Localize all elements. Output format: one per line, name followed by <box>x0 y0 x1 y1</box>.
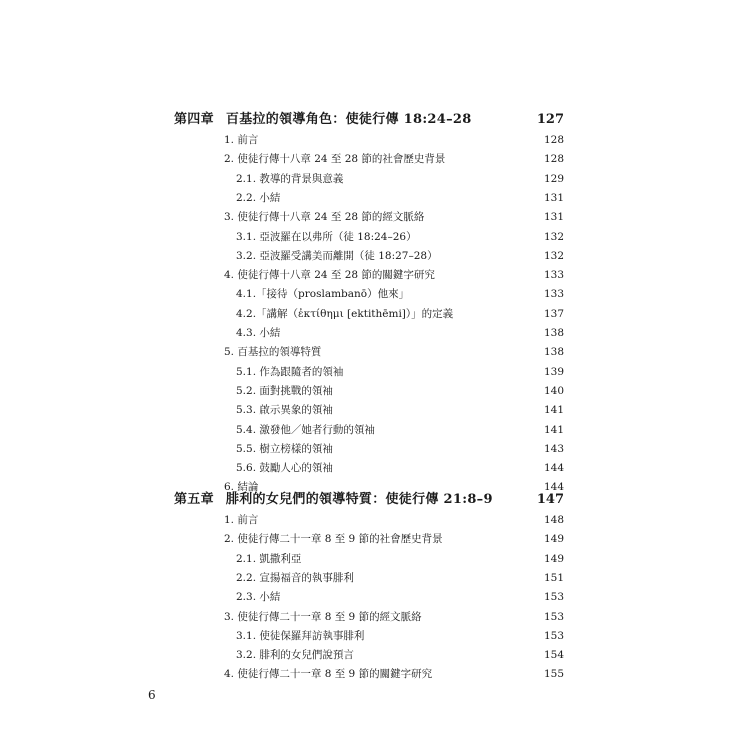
toc-entry-title: 2.1. 凱撒利亞 <box>236 552 302 565</box>
toc-entry-title: 3.1. 亞波羅在以弗所（徒 18:24–26） <box>236 230 417 243</box>
toc-entry-title: 4.1.「接待（proslambanō）他來」 <box>236 288 410 301</box>
toc-entry[interactable] <box>0 169 750 189</box>
toc-entry[interactable] <box>0 265 750 285</box>
toc-entry-title: 5. 百基拉的領導特質 <box>224 346 322 359</box>
toc-entry[interactable] <box>0 607 750 627</box>
toc-entry-page: 132 <box>543 230 564 243</box>
chapter-title <box>174 490 493 510</box>
toc-entry-title: 2. 使徒行傳十八章 24 至 28 節的社會歷史背景 <box>224 153 446 166</box>
toc-entry[interactable] <box>0 227 750 247</box>
toc-entry-title: 2.1. 教導的背景與意義 <box>236 172 344 185</box>
toc-entry-title: 4.3. 小結 <box>236 327 281 339</box>
toc-entry-page: 141 <box>543 423 564 436</box>
toc-entry-title: 3. 使徒行傳二十一章 8 至 9 節的經文脈絡 <box>224 610 422 623</box>
toc-entry-title: 1. 前言 <box>224 134 259 146</box>
toc-entry-title: 3.2. 腓利的女兒們說預言 <box>236 649 354 662</box>
toc-entry-title: 6. 結論 <box>224 481 259 494</box>
toc-entry-page: 144 <box>543 481 564 494</box>
chapter-page: 147 <box>536 492 564 507</box>
toc-entry-title: 5.4. 激發他／她者行動的領袖 <box>236 423 375 436</box>
toc-entry-title: 4. 使徒行傳十八章 24 至 28 節的關鍵字研究 <box>224 269 435 282</box>
chapter-page: 127 <box>536 112 564 127</box>
toc-entry-title: 3. 使徒行傳十八章 24 至 28 節的經文脈絡 <box>224 211 425 224</box>
toc-entry[interactable] <box>0 626 750 646</box>
toc-entry-title: 1. 前言 <box>224 514 259 526</box>
toc-entry[interactable] <box>0 587 750 607</box>
toc-entry-page: 143 <box>543 442 564 455</box>
toc-entry-page: 138 <box>543 327 564 339</box>
toc-entry-title: 4. 使徒行傳二十一章 8 至 9 節的關鍵字研究 <box>224 668 433 681</box>
toc-entry-page: 149 <box>543 552 564 565</box>
toc-entry[interactable] <box>0 510 750 530</box>
toc-entry[interactable] <box>0 529 750 549</box>
toc-entry[interactable] <box>0 362 750 382</box>
toc-entry-title: 3.2. 亞波羅受講美而離開（徒 18:27–28） <box>236 249 438 262</box>
toc-entry-title: 2.2. 小結 <box>236 191 281 204</box>
toc-entry-title: 4.2.「講解（ἐκτίθημι [ektithēmi]）」的定義 <box>236 307 454 320</box>
toc-entry-page: 128 <box>543 134 564 146</box>
toc-entry[interactable] <box>0 439 750 459</box>
toc-entry[interactable] <box>0 207 750 227</box>
toc-entry-page: 128 <box>543 153 564 166</box>
toc-entry[interactable] <box>0 323 750 343</box>
toc-entry[interactable] <box>0 381 750 401</box>
toc-entry[interactable] <box>0 304 750 324</box>
toc-entry-page: 133 <box>543 269 564 282</box>
chapter-heading[interactable] <box>0 490 750 510</box>
toc-entry[interactable] <box>0 284 750 304</box>
toc-entry-title: 5.5. 樹立榜樣的領袖 <box>236 442 333 455</box>
toc-entry-page: 141 <box>543 404 564 417</box>
toc-entry[interactable] <box>0 342 750 362</box>
toc-entry-title: 5.1. 作為跟隨者的領袖 <box>236 365 344 378</box>
toc-entry[interactable] <box>0 458 750 478</box>
toc-entry-page: 131 <box>543 211 564 224</box>
page-number: 6 <box>148 688 156 702</box>
toc-entry[interactable] <box>0 568 750 588</box>
toc-entry-page: 153 <box>543 610 564 623</box>
toc-entry-page: 132 <box>543 249 564 262</box>
toc-entry-page: 151 <box>543 571 564 584</box>
chapter-title-text: 腓利的女兒們的領導特質：使徒行傳 21:8–9 <box>225 492 493 507</box>
toc-entry[interactable] <box>0 400 750 420</box>
toc-entry-page: 153 <box>543 629 564 642</box>
toc-entry[interactable] <box>0 420 750 440</box>
toc-entry-title: 5.6. 鼓勵人心的領袖 <box>236 462 333 475</box>
toc-entry[interactable] <box>0 645 750 665</box>
chapter-title <box>174 110 472 130</box>
toc-entry-page: 133 <box>543 288 564 301</box>
toc-entry-page: 155 <box>543 668 564 681</box>
toc-entry-page: 153 <box>543 591 564 604</box>
toc-entry-page: 144 <box>543 462 564 475</box>
toc-entry[interactable] <box>0 664 750 684</box>
toc-entry-title: 3.1. 使徒保羅拜訪執事腓利 <box>236 629 365 642</box>
chapter-label: 第四章 <box>174 112 214 127</box>
toc-entry[interactable] <box>0 130 750 150</box>
toc-entry-page: 139 <box>543 365 564 378</box>
toc-entry-page: 137 <box>543 307 564 320</box>
toc-entry-title: 5.2. 面對挑戰的領袖 <box>236 384 333 397</box>
toc-entry[interactable] <box>0 246 750 266</box>
chapter-label: 第五章 <box>174 492 214 507</box>
toc-entry-page: 140 <box>543 384 564 397</box>
toc-entry-page: 154 <box>543 649 564 662</box>
toc-entry-page: 148 <box>543 514 564 526</box>
toc-entry-page: 129 <box>543 172 564 185</box>
chapter-title-text: 百基拉的領導角色：使徒行傳 18:24–28 <box>225 112 472 127</box>
toc-entry[interactable] <box>0 549 750 569</box>
toc-entry-title: 5.3. 啟示異象的領袖 <box>236 404 333 417</box>
toc-entry[interactable] <box>0 188 750 208</box>
toc-entry-title: 2.2. 宣揚福音的執事腓利 <box>236 571 354 584</box>
toc-entry[interactable] <box>0 149 750 169</box>
toc-entry-page: 138 <box>543 346 564 359</box>
toc-entry-title: 2.3. 小結 <box>236 591 281 604</box>
chapter-heading[interactable] <box>0 110 750 130</box>
toc-entry-page: 131 <box>543 191 564 204</box>
toc-entry-page: 149 <box>543 533 564 546</box>
toc-entry-title: 2. 使徒行傳二十一章 8 至 9 節的社會歷史背景 <box>224 533 443 546</box>
